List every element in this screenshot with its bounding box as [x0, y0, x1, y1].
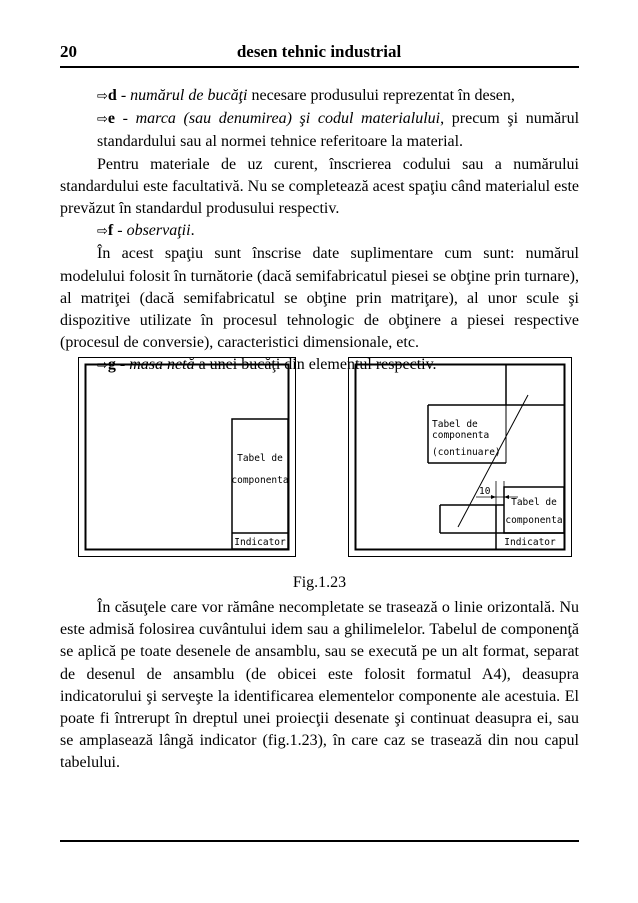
right-table-label-2: componenta [505, 515, 563, 526]
arrow-right-icon: ⇨ [97, 358, 108, 374]
item-d [60, 85, 579, 108]
right-cont-label-2: componenta [432, 430, 490, 441]
text-block-bottom [60, 597, 579, 775]
item-g-letter: g [107, 356, 116, 374]
arrow-right-icon: ⇨ [97, 89, 108, 104]
paragraph-after-figure: În căsuţele care vor rămâne necompletate se trasează o linie orizontală. Nu este admisă folosirea cuvântului idem sau a ghilimelelor. Tabelul de componenţă se aplică pe toate desenele de ansamblu, sau se execută pe un alt format, separat de desenul de ansamblu (de obicei este folosit formatul A4), deasupra indicatorului şi serveşte la identificarea elementelor componente ale acestuia. El poate fi întrerupt în dreptul unei proiecţii desenate şi continuat deasupra ei, sau se amplasează lângă indicator (fig.1.23), în care caz se trasează din nou capul tabelului. [60, 599, 579, 772]
item-f-sep: - [113, 222, 127, 240]
item-f-letter: f [107, 222, 114, 240]
figure-caption: Fig.1.23 [292, 574, 347, 591]
right-indicator-label: Indicator [504, 537, 556, 548]
item-e-letter: e [107, 110, 116, 128]
right-table-label-1: Tabel de [511, 497, 557, 508]
left-table-label-1: Tabel de [237, 453, 283, 464]
header-rule [60, 66, 579, 68]
item-e-rest: , precum şi numărul standardului sau al normei tehnice referitoare la material. [97, 110, 580, 151]
footer-rule [60, 840, 579, 842]
figure-right [348, 357, 572, 557]
left-table-label-2: componenta [231, 475, 289, 486]
left-indicator-label: Indicator [234, 537, 286, 548]
item-d-sep: - [116, 87, 131, 104]
arrow-right-icon: ⇨ [97, 112, 108, 128]
item-f-rest: . [190, 222, 195, 240]
running-title: desen tehnic industrial [236, 42, 402, 61]
paragraph-codes: Pentru materiale de uz curent, înscrierea codului sau a numărului standardului este facultativă. Nu se completează acest spaţiu când materialul este prevăzut în standardul produsului respectiv. [60, 155, 579, 218]
text-block-top [60, 85, 579, 378]
item-f [60, 220, 579, 243]
item-e-sep: - [115, 110, 136, 128]
item-e [60, 108, 579, 153]
item-g-term: masa netă [129, 356, 195, 374]
item-d-letter: d [107, 87, 117, 104]
item-d-term: numărul de bucăţi [130, 87, 248, 104]
item-g-sep: - [115, 356, 130, 374]
right-dimension-label: 10 [479, 486, 491, 497]
item-g-rest: a unei bucăţi din elementul respectiv. [194, 356, 437, 374]
page-header [60, 42, 578, 66]
paragraph-observations: În acest spaţiu sunt înscrise date suplimentare cum sunt: numărul modelului folosit în turnătorie (dacă semifabricatul piesei se obţine prin turnare), al matriţei (dacă semifabricatul se obţine prin matriţare), al unor scule şi dispozitive utilizate în procesul tehnologic de obţinere a piesei respective (procesul de conversie), caracteristici dimensionale, etc. [60, 245, 579, 352]
right-cont-label-1: Tabel de [432, 419, 478, 430]
page-number: 20 [60, 42, 77, 61]
item-d-rest: necesare produsului reprezentat în desen, [247, 87, 515, 104]
right-cont-label-3: (continuare) [432, 447, 501, 458]
item-f-term: observaţii [126, 222, 191, 240]
item-e-term: marca (sau denumirea) şi codul materialului [135, 110, 441, 128]
arrow-right-icon: ⇨ [97, 224, 108, 240]
figure-left [78, 357, 296, 557]
